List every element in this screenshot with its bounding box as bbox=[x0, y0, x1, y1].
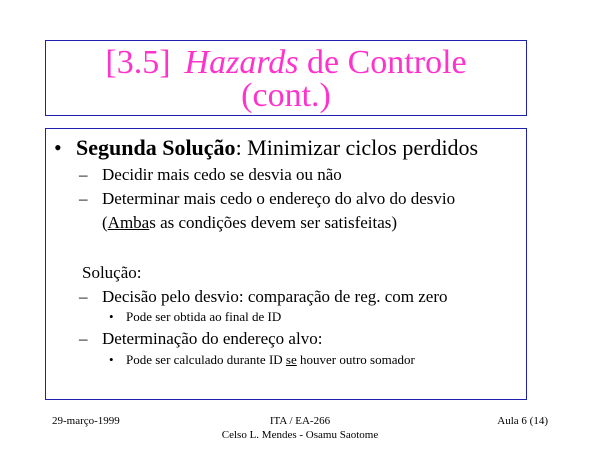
dash-3: – bbox=[79, 287, 88, 306]
title-rest: de Controle bbox=[298, 44, 467, 81]
dash-2: – bbox=[79, 189, 88, 208]
title-line-2: (cont.) bbox=[241, 77, 331, 114]
sub-4a-post: houver outro somador bbox=[296, 352, 415, 367]
bullet-1-bold: Segunda Solução bbox=[76, 135, 236, 160]
small-bullet-2: • bbox=[109, 352, 114, 367]
bullet-1-text: : Minimizar ciclos perdidos bbox=[235, 135, 479, 160]
title-italic: Hazards bbox=[184, 44, 299, 81]
sub-item-3: Decisão pelo desvio: comparação de reg. com zero bbox=[102, 287, 448, 306]
sub-item-2-cont-rest: s as condições devem ser satisfeitas) bbox=[149, 213, 398, 232]
dash-1: – bbox=[79, 165, 88, 184]
underlined-se: se bbox=[285, 352, 297, 367]
dash-4: – bbox=[79, 329, 88, 348]
bullet-dot: • bbox=[54, 135, 62, 160]
sub-4a-pre: Pode ser calculado durante ID bbox=[126, 352, 286, 367]
footer-center-line-2: Celso L. Mendes - Osamu Saotome bbox=[221, 429, 379, 441]
footer-date: 29-março-1999 bbox=[52, 415, 120, 427]
sub-sub-item-3a: Pode ser obtida ao final de ID bbox=[126, 309, 282, 324]
slide-title bbox=[45, 40, 527, 116]
sub-item-4: Determinação do endereço alvo: bbox=[102, 329, 323, 348]
title-line-1 bbox=[46, 46, 526, 79]
underlined-amba: Amba bbox=[107, 213, 150, 232]
title-number: [3.5] bbox=[105, 44, 171, 81]
solucao-label: Solução: bbox=[82, 263, 142, 282]
sub-item-2: Determinar mais cedo o endereço do alvo do desvio bbox=[102, 189, 456, 208]
sub-sub-item-4a bbox=[126, 352, 415, 368]
bullet-1 bbox=[76, 135, 478, 161]
footer-page: Aula 6 (14) bbox=[497, 415, 548, 427]
sub-item-1: Decidir mais cedo se desvia ou não bbox=[102, 165, 342, 184]
sub-item-2-continuation: (Ambas as condições devem ser satisfeitas) bbox=[102, 213, 398, 232]
small-bullet-1: • bbox=[109, 309, 114, 324]
footer-center-line-1: ITA / EA-266 bbox=[269, 415, 331, 427]
content-box bbox=[45, 128, 527, 400]
